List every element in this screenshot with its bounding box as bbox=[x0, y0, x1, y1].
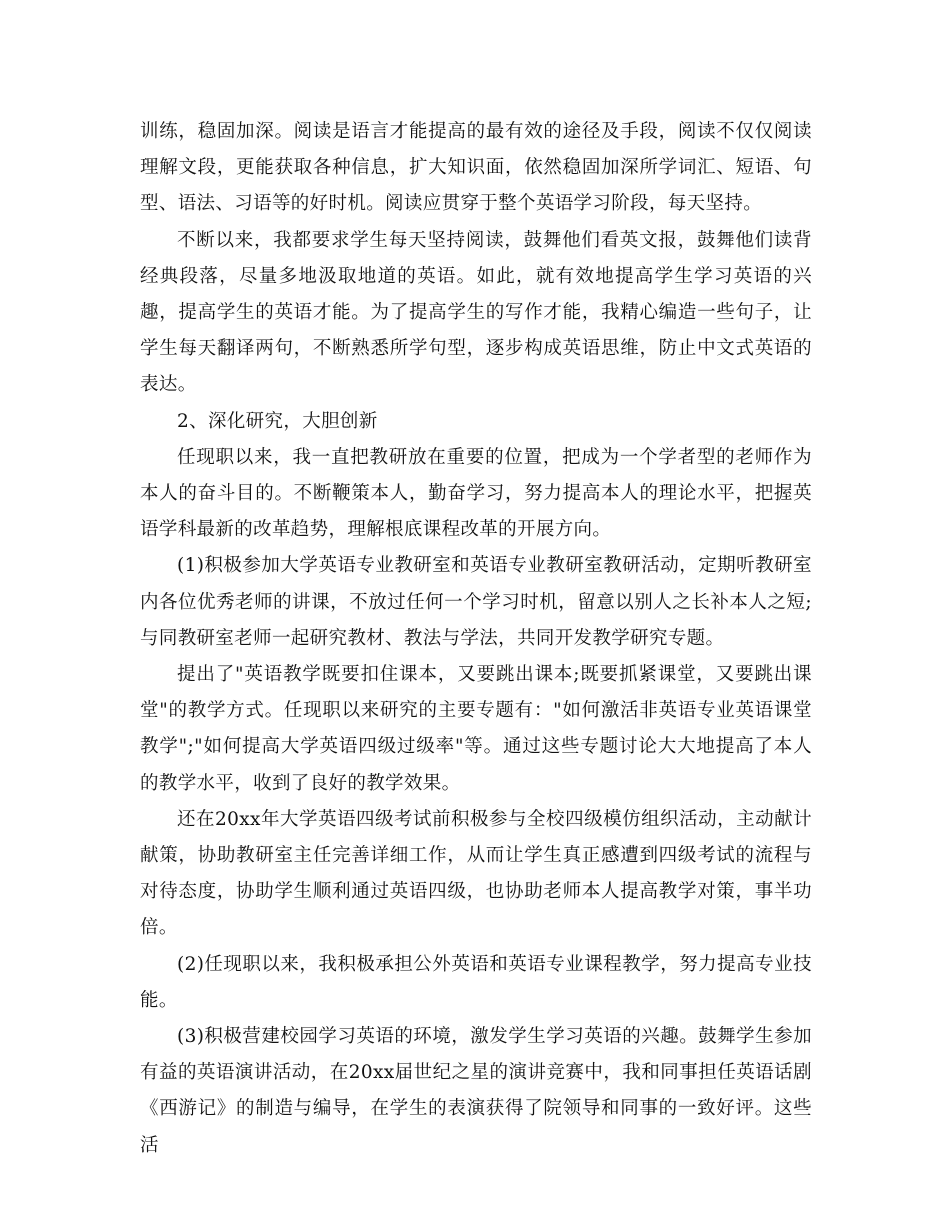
paragraph: 不断以来，我都要求学生每天坚持阅读，鼓舞他们看英文报，鼓舞他们读背经典段落，尽量多地汲取地道的英语。如此，就有效地提高学生学习英语的兴趣，提高学生的英语才能。为了提高学生的写作才能，我精心编造一些句子，让学生每天翻译两句，不断熟悉所学句型，逐步构成英语思维，防止中文式英语的表达。 bbox=[140, 229, 812, 396]
paragraph: 提出了"英语教学既要扣住课本，又要跳出课本;既要抓紧课堂，又要跳出课堂"的教学方式。任现职以来研究的主要专题有："如何激活非英语专业英语课堂教学";"如何提高大学英语四级过级率"等。通过这些专题讨论大大地提高了本人的教学水平，收到了良好的教学效果。 bbox=[140, 664, 812, 794]
paragraph: (2)任现职以来，我积极承担公外英语和英语专业课程教学，努力提高专业技能。 bbox=[140, 953, 812, 1011]
paragraph: 任现职以来，我一直把教研放在重要的位置，把成为一个学者型的老师作为本人的奋斗目的。不断鞭策本人，勤奋学习，努力提高本人的理论水平，把握英语学科最新的改革趋势，理解根底课程改革的开展方向。 bbox=[140, 446, 812, 541]
paragraph: (3)积极营建校园学习英语的环境，激发学生学习英语的兴趣。鼓舞学生参加有益的英语演讲活动，在20xx届世纪之星的演讲竞赛中，我和同事担任英语话剧《西游记》的制造与编导，在学生的表演获得了院领导和同事的一致好评。这些活 bbox=[140, 1026, 812, 1156]
paragraph-continued: 训练，稳固加深。阅读是语言才能提高的最有效的途径及手段，阅读不仅仅阅读理解文段，更能获取各种信息，扩大知识面，依然稳固加深所学词汇、短语、句型、语法、习语等的好时机。阅读应贯穿于整个英语学习阶段，每天坚持。 bbox=[140, 121, 812, 215]
paragraph: 还在20xx年大学英语四级考试前积极参与全校四级模仿组织活动，主动献计献策，协助教研室主任完善详细工作，从而让学生真正感遭到四级考试的流程与对待态度，协助学生顺利通过英语四级，也协助老师本人提高教学对策，事半功倍。 bbox=[140, 808, 812, 939]
document-body bbox=[140, 114, 812, 1164]
section-heading: 2、深化研究，大胆创新 bbox=[177, 410, 378, 432]
paragraph: (1)积极参加大学英语专业教研室和英语专业教研室教研活动，定期听教研室内各位优秀老师的讲课，不放过任何一个学习时机，留意以别人之长补本人之短;与同教研室老师一起研究教材、教法与学法，共同开发教学研究专题。 bbox=[140, 555, 812, 649]
